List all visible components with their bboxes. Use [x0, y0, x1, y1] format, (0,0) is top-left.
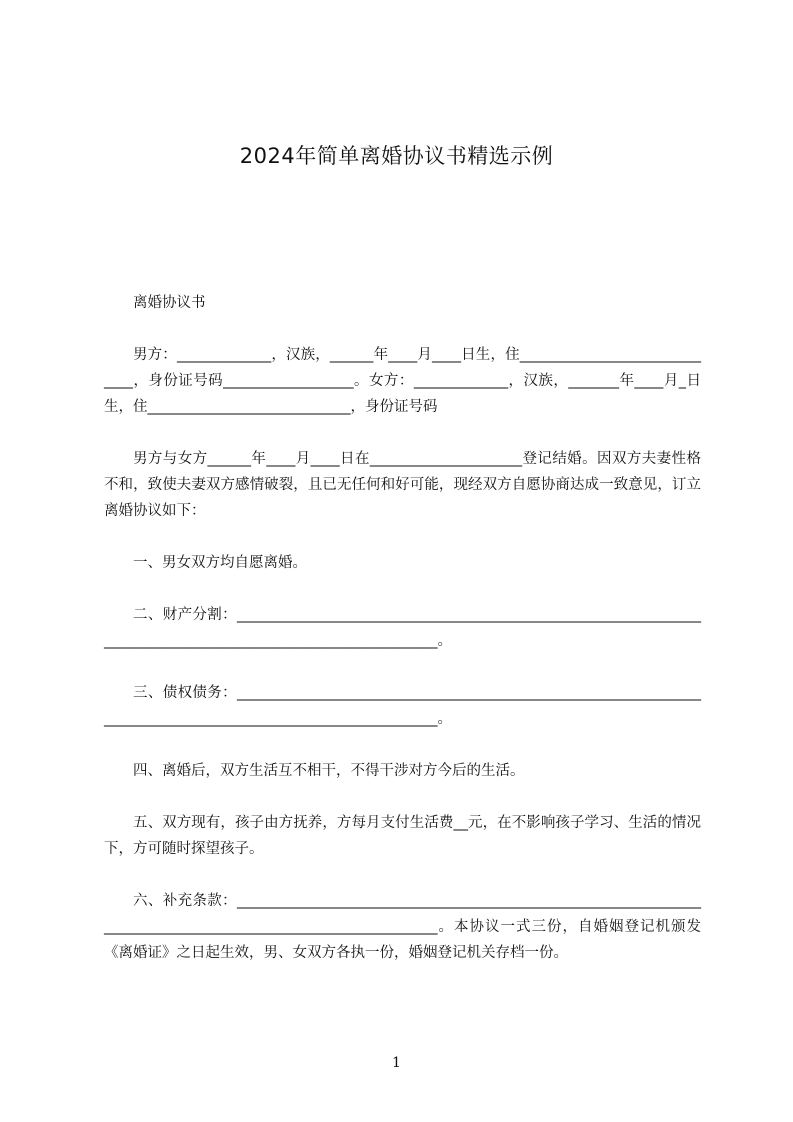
clause-child-custody: 五、双方现有，孩子由方抚养，方每月支付生活费__元，在不影响孩子学习、生活的情况下，方可随时探望孩子。 — [104, 815, 701, 857]
paragraph-parties: 男方：_____________，汉族，______年____月____日生，住_____________________________，身份证号码__________________。女方：_____________，汉族，_______年____月_日生，住____________________________，身份证号码 — [104, 347, 701, 415]
agreement-heading: 离婚协议书 — [133, 295, 206, 311]
page-number: 1 — [392, 1055, 401, 1071]
clause-property: 二、财产分割：______________________________________________________________________________________________________________。 — [104, 607, 701, 649]
clause-divorce: 一、男女双方均自愿离婚。 — [133, 555, 307, 571]
clause-after-divorce: 四、离婚后，双方生活互不相干，不得干涉对方今后的生活。 — [133, 763, 525, 779]
clause-supplementary: 六、补充条款：______________________________________________________________________________________________________________。本协议一式三份，自婚姻登记机颁发《离婚证》之日起生效，男、女双方各执一份，婚姻登记机关存档一份。 — [104, 893, 701, 961]
document-title: 2024年简单离婚协议书精选示例 — [239, 144, 554, 168]
document-body — [104, 290, 701, 992]
clause-debts: 三、债权债务：______________________________________________________________________________________________________________。 — [104, 685, 701, 727]
paragraph-marriage-info: 男方与女方______年____月____日在_____________________登记结婚。因双方夫妻性格不和，致使夫妻双方感情破裂，且已无任何和好可能，现经双方自愿协商达成一致意见，订立离婚协议如下： — [104, 451, 701, 519]
